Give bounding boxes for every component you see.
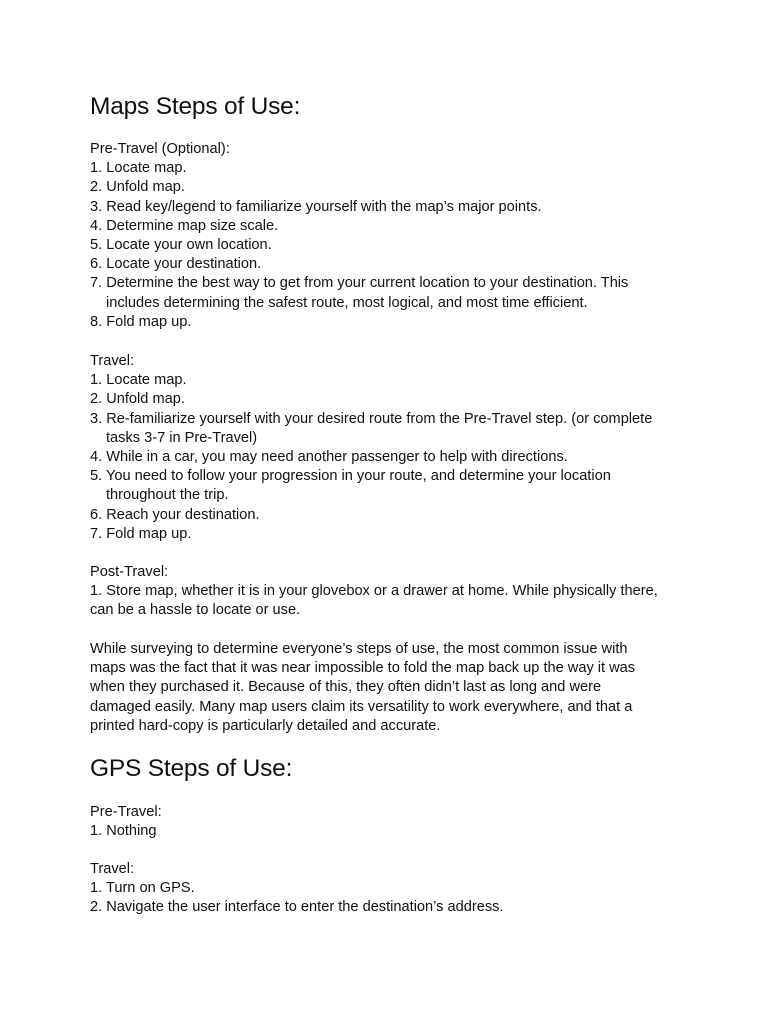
gps-pre-travel-label: Pre-Travel:	[90, 804, 162, 820]
maps-travel-label: Travel:	[90, 353, 135, 369]
summary-line: damaged easily. Many map users claim its versatility to work everywhere, and that a	[90, 698, 633, 715]
maps-post-travel-line: can be a hassle to locate or use.	[90, 602, 301, 619]
maps-pre-travel-step: 7. Determine the best way to get from your current location to your destination. This	[90, 275, 629, 292]
maps-post-travel-block	[90, 563, 690, 621]
summary-line: when they purchased it. Because of this, they often didn’t last as long and were	[90, 679, 602, 696]
maps-post-travel-line: 1. Store map, whether it is in your glovebox or a drawer at home. While physically there,	[90, 583, 658, 600]
gps-pre-travel-step: 1. Nothing	[90, 823, 157, 840]
maps-travel-step: 7. Fold map up.	[90, 525, 192, 542]
maps-travel-block	[90, 352, 690, 544]
maps-pre-travel-step: 5. Locate your own location.	[90, 237, 272, 254]
gps-travel-block	[90, 860, 690, 918]
maps-pre-travel-step: 3. Read key/legend to familiarize yourself with the map’s major points.	[90, 198, 542, 215]
maps-pre-travel-step-continuation: includes determining the safest route, most logical, and most time efficient.	[106, 294, 588, 311]
maps-section-title: Maps Steps of Use:	[90, 93, 301, 120]
summary-line: printed hard-copy is particularly detailed and accurate.	[90, 717, 441, 734]
maps-pre-travel-step: 2. Unfold map.	[90, 179, 185, 196]
maps-travel-step: 4. While in a car, you may need another passenger to help with directions.	[90, 449, 568, 466]
gps-travel-step: 2. Navigate the user interface to enter the destination’s address.	[90, 899, 504, 916]
maps-pre-travel-step: 8. Fold map up.	[90, 313, 192, 330]
maps-travel-step: 2. Unfold map.	[90, 391, 185, 408]
maps-pre-travel-step: 6. Locate your destination.	[90, 256, 262, 273]
maps-travel-step: 1. Locate map.	[90, 372, 187, 389]
maps-travel-step: 3. Re-familiarize yourself with your desired route from the Pre-Travel step. (or complete	[90, 410, 653, 427]
maps-travel-step-continuation: tasks 3-7 in Pre-Travel)	[106, 429, 258, 446]
maps-travel-step-continuation: throughout the trip.	[106, 487, 229, 504]
maps-pre-travel-step: 4. Determine map size scale.	[90, 217, 279, 234]
gps-section-title: GPS Steps of Use:	[90, 755, 293, 782]
maps-pre-travel-block	[90, 140, 690, 332]
maps-travel-step: 6. Reach your destination.	[90, 506, 260, 523]
summary-line: maps was the fact that it was near impossible to fold the map back up the way it was	[90, 660, 636, 677]
gps-travel-label: Travel:	[90, 861, 135, 877]
maps-travel-step: 5. You need to follow your progression in your route, and determine your location	[90, 468, 611, 485]
maps-pre-travel-step: 1. Locate map.	[90, 160, 187, 177]
gps-pre-travel-block	[90, 803, 690, 841]
maps-summary-paragraph	[90, 640, 690, 736]
maps-post-travel-label: Post-Travel:	[90, 564, 169, 580]
maps-pre-travel-label: Pre-Travel (Optional):	[90, 141, 230, 157]
summary-line: While surveying to determine everyone’s steps of use, the most common issue with	[90, 641, 628, 657]
gps-travel-step: 1. Turn on GPS.	[90, 880, 195, 897]
